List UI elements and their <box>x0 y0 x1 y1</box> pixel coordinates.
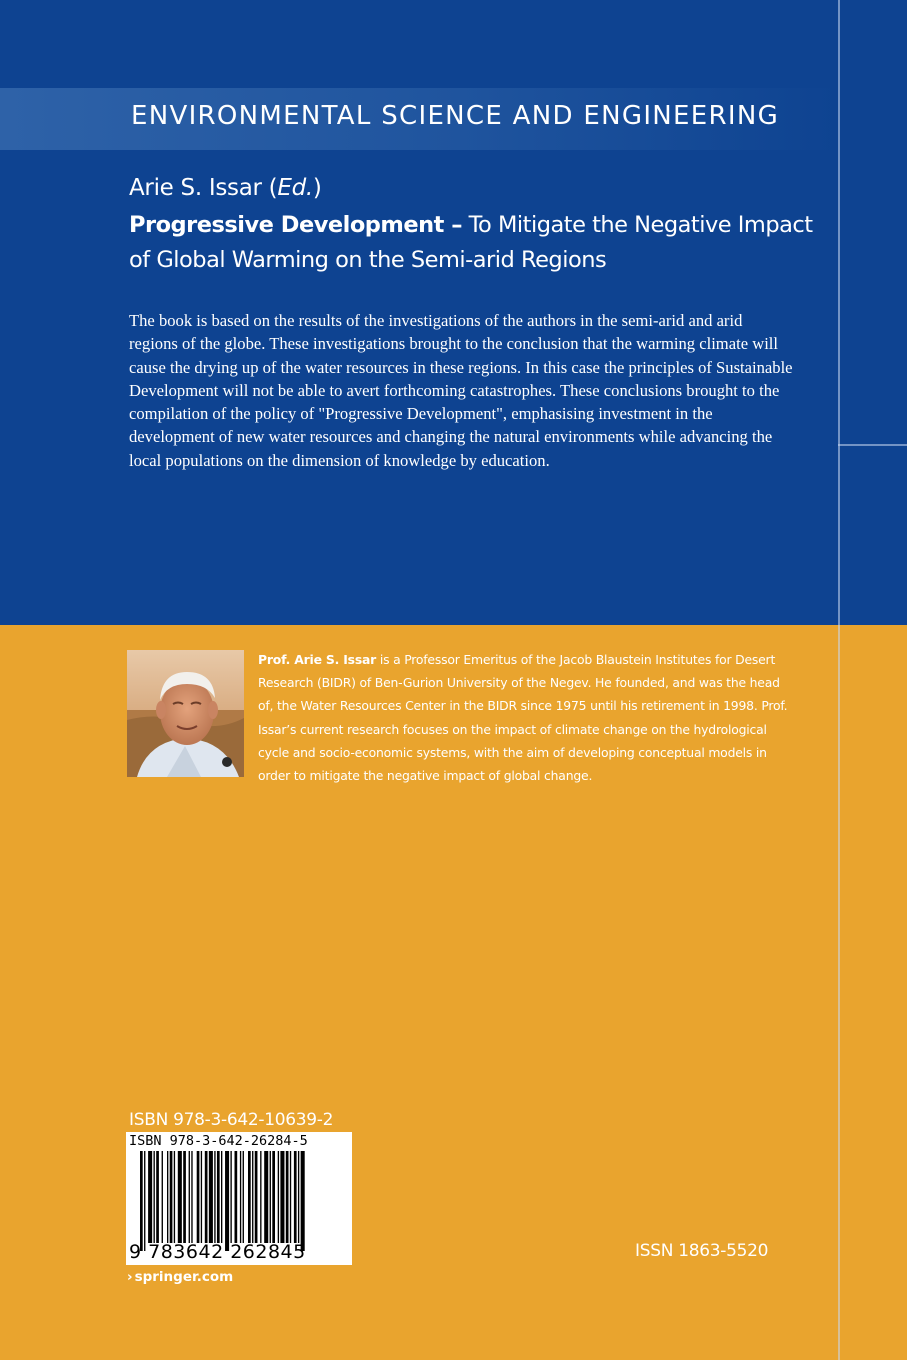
issn-number: ISSN 1863-5520 <box>635 1241 769 1261</box>
spine-tick-line <box>838 444 907 446</box>
spine-divider-line <box>838 0 840 1360</box>
bio-text: is a Professor Emeritus of the Jacob Blaustein Institutes for Desert Research (BIDR) of Ben-Gurion University of the Negev. He founded, and was the head of, the Water Resources Center in the BIDR since 1975 until his retirement in 1998. Prof. Issar’s current research focuses on the impact of climate change on the hydrological cycle and socio-economic systems, with the aim of developing conceptual models in order to mitigate the negative impact of global change. <box>258 652 788 784</box>
title-main: Progressive Development – <box>129 212 462 238</box>
book-description: The book is based on the results of the investigations of the authors in the semi-arid and arid regions of the globe. These investigations brought to the conclusion that the warming climate will cause the drying up of the water resources in these regions. In this case the principles of Sustainable Development will not be able to avert forthcoming catastrophes. These conclusions brought to the compilation of the policy of "Progressive Development", emphasising investment in the development of new water resources and changing the natural environments while advancing the local populations on the dimension of knowledge by education. <box>129 311 793 470</box>
barcode-isbn-label: ISBN 978-3-642-26284-5 <box>129 1133 308 1149</box>
book-title <box>129 208 829 278</box>
title-subtitle: To Mitigate the Negative Impact of Global Warming on the Semi-arid Regions <box>129 212 813 273</box>
barcode-digits: 9 783642 262845 <box>129 1241 306 1263</box>
publisher-link[interactable] <box>127 1269 233 1285</box>
series-title: ENVIRONMENTAL SCIENCE AND ENGINEERING <box>131 101 780 131</box>
isbn-barcode <box>126 1132 352 1265</box>
chevron-right-icon: › <box>127 1269 133 1285</box>
author-photo <box>127 650 244 777</box>
author-role: Ed. <box>277 175 313 201</box>
isbn-print: ISBN 978-3-642-10639-2 <box>129 1110 334 1130</box>
author-portrait-image <box>127 650 244 777</box>
bio-author-name: Prof. Arie S. Issar <box>258 652 377 667</box>
author-bio <box>258 648 798 787</box>
publisher-link-text: springer.com <box>134 1269 234 1285</box>
author-line: Arie S. Issar (Ed.) <box>129 175 322 201</box>
author-name: Arie S. Issar <box>129 175 262 201</box>
